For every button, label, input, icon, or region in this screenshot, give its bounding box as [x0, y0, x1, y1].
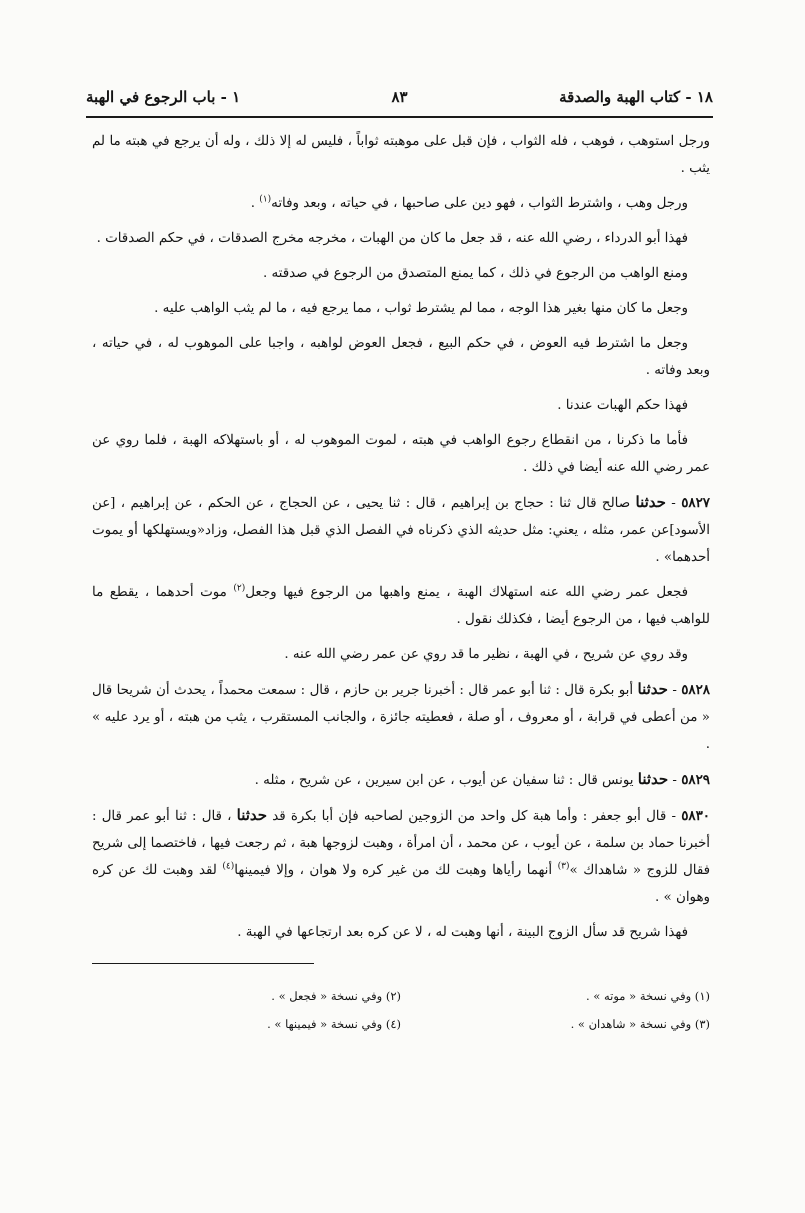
footnote: (٢) وفي نسخة « فجعل » . — [271, 989, 401, 1003]
hadith-keyword: حدثنا — [637, 680, 668, 698]
hadith-number: ٥٨٢٩ — [681, 772, 710, 788]
page-header — [86, 84, 713, 114]
hadith-keyword: حدثنا — [236, 806, 268, 824]
paragraph: وجعل ما اشترط فيه العوض ، في حكم البيع ، فجعل العوض لواهبه ، واجبا على الموهوب له ، في حياته ، وبعد وفاته . — [92, 336, 710, 378]
hadith-keyword: حدثنا — [635, 493, 666, 511]
hadith-text: صالح قال ثنا : حجاج بن إبراهيم ، قال : ثنا يحيى ، عن الحجاج ، عن الحكم ، عن إبراهيم ، [عن الأسود]عن عمر، مثله ، يعني: مثل حديثه الذي ذكرناه في الفصل الذي قبل هذا الفصل، وزاد«ويستهلكها أو يموت أحدهما» . — [92, 496, 710, 565]
footnotes — [92, 982, 710, 1038]
footnote-row — [92, 1010, 710, 1038]
header-rule — [86, 116, 713, 118]
page-number: ٨٣ — [391, 88, 408, 106]
hadith-number: ٥٨٣٠ — [681, 808, 710, 824]
paragraph: ورجل وهب ، واشترط الثواب ، فهو دين على صاحبها ، في حياته ، وبعد وفاته$^{(١)}$ . — [250, 194, 688, 211]
footnote-marker: (٢) — [233, 583, 246, 594]
footnote: (٣) وفي نسخة « شاهدان » . — [570, 1017, 710, 1031]
paragraph: فهذا حكم الهبات عندنا . — [557, 398, 688, 413]
paragraph: فجعل عمر رضي الله عنه استهلاك الهبة ، يمنع واهبها من الرجوع فيها وجعل$^{(٢)}$ موت أحدهما ، يقطع ما للواهب فيها ، من الرجوع أيضا ، فكذلك نقول . — [92, 583, 710, 627]
footnote-marker: (٤) — [222, 861, 235, 872]
hadith-number: ٥٨٢٨ — [681, 682, 711, 698]
paragraph: فأما ما ذكرنا ، من انقطاع رجوع الواهب في هبته ، لموت الموهوب له ، أو باستهلاكه الهبة ، فلما روي عن عمر رضي الله عنه أيضا في ذلك . — [92, 433, 710, 475]
hadith-text: أبو بكرة قال : ثنا أبو عمر قال : أخبرنا جرير بن حازم ، قال : سمعت محمداً ، يحدث أن شريحا قال « من أعطى في قرابة ، أو معروف ، أو صلة ، فعطيته جائزة ، والجانب المستقرب ، يثب من هبته ، أو يرد عليه » . — [92, 683, 710, 752]
paragraph: ورجل استوهب ، فوهب ، فله الثواب ، فإن قبل على موهبته ثواباً ، فليس له إلا ذلك ، وله أن يرجع في هبته ما لم يثب . — [92, 134, 710, 176]
hadith-keyword: حدثنا — [637, 770, 669, 788]
footnote: (٤) وفي نسخة « فيمينها » . — [267, 1017, 401, 1031]
paragraph: وجعل ما كان منها بغير هذا الوجه ، مما لم يشترط ثواب ، مما يرجع فيه ، ما لم يثب الواهب عليه . — [154, 301, 688, 316]
section-title: ١ - باب الرجوع في الهبة — [86, 88, 241, 106]
hadith-5827: ٥٨٢٧ - حدثنا صالح قال ثنا : حجاج بن إبراهيم ، قال : ثنا يحيى ، عن الحجاج ، عن الحكم ، عن إبراهيم ، [عن الأسود]عن عمر، مثله ، يعني: مثل حديثه الذي ذكرناه في الفصل الذي قبل هذا الفصل، وزاد«ويستهلكها أو يموت أحدهما» . — [92, 493, 710, 565]
footnote-row — [92, 982, 710, 1010]
chapter-title: ١٨ - كتاب الهبة والصدقة — [559, 88, 713, 106]
footnote-rule — [92, 963, 314, 964]
page-body — [92, 128, 710, 954]
hadith-5828: ٥٨٢٨ - حدثنا أبو بكرة قال : ثنا أبو عمر قال : أخبرنا جرير بن حازم ، قال : سمعت محمداً ، يحدث أن شريحا قال « من أعطى في قرابة ، أو معروف ، أو صلة ، فعطيته جائزة ، والجانب المستقرب ، يثب من هبته ، أو يرد عليه » . — [92, 680, 711, 752]
paragraph: فهذا أبو الدرداء ، رضي الله عنه ، قد جعل ما كان من الهبات ، مخرجه مخرج الصدقات ، في حكم الصدقات . — [96, 231, 688, 246]
hadith-number: ٥٨٢٧ — [681, 495, 710, 511]
footnote-marker: (٣) — [557, 861, 570, 872]
hadith-5830: ٥٨٣٠ - قال أبو جعفر : وأما هبة كل واحد من الزوجين لصاحبه فإن أبا بكرة قد حدثنا ، قال : ثنا أبو عمر قال : أخبرنا حماد بن سلمة ، عن أيوب ، عن محمد ، أن امرأة ، وهبت لزوجها هبة ، ثم رجعت فيها ، فاختصما إلى شريح فقال للزوج « شاهداك »$^{(٣)}$ أنهما رأياها وهبت لك من غير كره ولا هوان ، وإلا فيمينها$^{(٤)}$ لقد وهبت لك عن كره وهوان » . — [92, 806, 710, 905]
hadith-5829: ٥٨٢٩ - حدثنا يونس قال : ثنا سفيان عن أيوب ، عن ابن سيرين ، عن شريح ، مثله . — [254, 770, 710, 788]
paragraph: وقد روي عن شريح ، في الهبة ، نظير ما قد روي عن عمر رضي الله عنه . — [284, 647, 688, 662]
hadith-text: يونس قال : ثنا سفيان عن أيوب ، عن ابن سيرين ، عن شريح ، مثله . — [254, 773, 634, 788]
footnote: (١) وفي نسخة « موته » . — [586, 989, 710, 1003]
closing-paragraph: فهذا شريح قد سأل الزوج البينة ، أنها وهبت له ، لا عن كره بعد ارتجاعها في الهبة . — [237, 925, 688, 940]
footnote-marker: (١) — [259, 194, 272, 205]
paragraph: ومنع الواهب من الرجوع في ذلك ، كما يمنع المتصدق من الرجوع في صدقته . — [262, 266, 688, 281]
